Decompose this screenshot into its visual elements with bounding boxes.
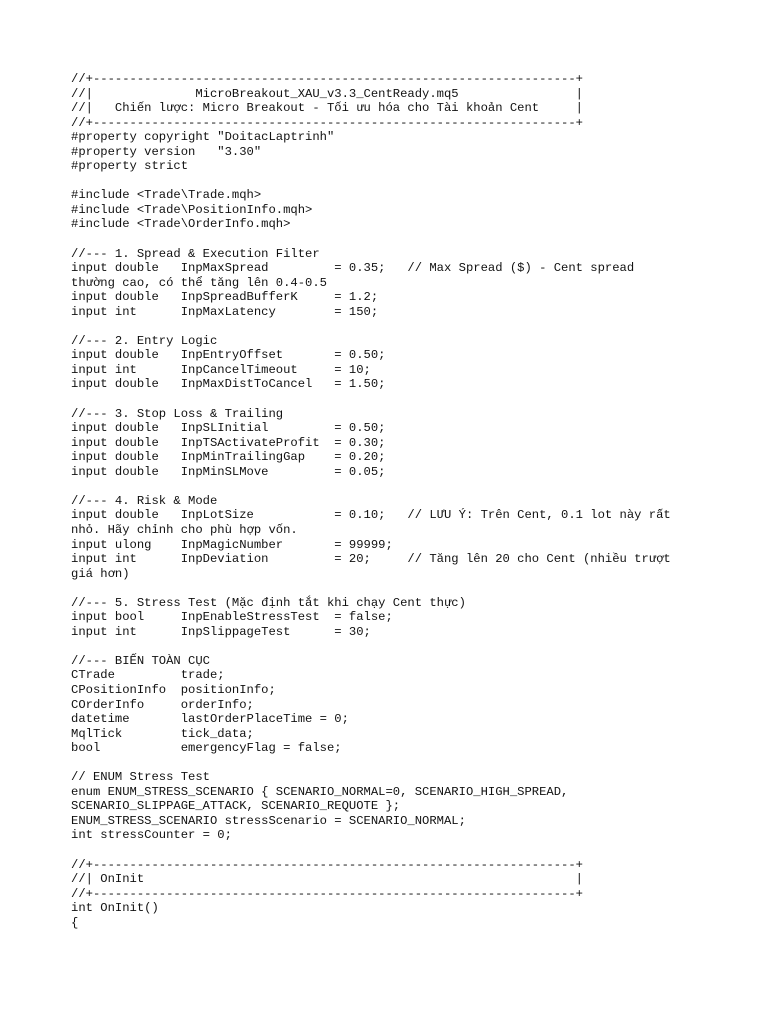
code-line: #property copyright "DoitacLaptrinh" [71,130,335,145]
code-line: input double InpSLInitial = 0.50; [71,421,386,436]
code-line: input double InpMaxDistToCancel = 1.50; [71,377,386,392]
code-line: nhỏ. Hãy chỉnh cho phù hợp vốn. [71,522,298,537]
code-line: COrderInfo orderInfo; [71,697,254,712]
code-line: thường cao, có thể tăng lên 0.4-0.5 [71,275,327,290]
blank-line [71,756,671,771]
code-line: giá hơn) [71,566,130,581]
code-line: input bool InpEnableStressTest = false; [71,610,393,625]
code-line: //+------------------------------------------------------------------+ [71,857,583,872]
code-line: input int InpSlippageTest = 30; [71,624,371,639]
code-line: //--- 3. Stop Loss & Trailing [71,406,284,421]
blank-line [71,639,671,654]
code-line: //+------------------------------------------------------------------+ [71,72,583,86]
code-line: input double InpLotSize = 0.10; // LƯU Ý: Trên Cent, 0.1 lot này rất [71,508,671,523]
blank-line [71,843,671,858]
code-line: int stressCounter = 0; [71,828,232,843]
code-line: #include <Trade\PositionInfo.mqh> [71,202,313,217]
code-line: SCENARIO_SLIPPAGE_ATTACK, SCENARIO_REQUOTE }; [71,799,401,814]
code-line: enum ENUM_STRESS_SCENARIO { SCENARIO_NORMAL=0, SCENARIO_HIGH_SPREAD, [71,784,569,799]
code-line: //| Chiến lược: Micro Breakout - Tối ưu hóa cho Tài khoản Cent | [71,101,583,116]
code-line: //--- BIẾN TOÀN CỤC [71,653,210,668]
code-line: { [71,915,79,930]
code-line: #property strict [71,159,189,174]
blank-line [71,174,671,189]
code-line: //--- 4. Risk & Mode [71,493,218,508]
code-line: input int InpMaxLatency = 150; [71,304,379,319]
code-line: datetime lastOrderPlaceTime = 0; [71,712,349,727]
code-line: bool emergencyFlag = false; [71,741,342,756]
source-code-listing [71,72,671,930]
code-line: #property version "3.30" [71,144,262,159]
code-line: // ENUM Stress Test [71,770,210,785]
code-line: //--- 1. Spread & Execution Filter [71,246,320,261]
code-line: input double InpTSActivateProfit = 0.30; [71,435,386,450]
code-line: input double InpSpreadBufferK = 1.2; [71,290,379,305]
code-line: input int InpCancelTimeout = 10; [71,362,371,377]
code-line: CTrade trade; [71,668,225,683]
code-line: //+------------------------------------------------------------------+ [71,886,583,901]
code-line: input double InpEntryOffset = 0.50; [71,348,386,363]
code-line: input double InpMaxSpread = 0.35; // Max Spread ($) - Cent spread [71,261,635,276]
code-line: input double InpMinSLMove = 0.05; [71,464,386,479]
code-line: MqlTick tick_data; [71,726,254,741]
blank-line [71,392,671,407]
code-line: #include <Trade\Trade.mqh> [71,188,262,203]
code-line: CPositionInfo positionInfo; [71,682,276,697]
code-line: //--- 2. Entry Logic [71,333,218,348]
code-line: //--- 5. Stress Test (Mặc định tắt khi chạy Cent thực) [71,595,466,610]
code-line: ENUM_STRESS_SCENARIO stressScenario = SCENARIO_NORMAL; [71,813,466,828]
blank-line [71,479,671,494]
code-line: input int InpDeviation = 20; // Tăng lên 20 cho Cent (nhiều trượt [71,552,671,567]
blank-line [71,319,671,334]
code-line: //| OnInit | [71,872,583,887]
blank-line [71,232,671,247]
blank-line [71,581,671,596]
code-line: int OnInit() [71,901,159,916]
code-line: #include <Trade\OrderInfo.mqh> [71,217,291,232]
code-line: //| MicroBreakout_XAU_v3.3_CentReady.mq5 | [71,86,583,101]
code-line: //+------------------------------------------------------------------+ [71,115,583,130]
code-line: input double InpMinTrailingGap = 0.20; [71,450,386,465]
code-line: input ulong InpMagicNumber = 99999; [71,537,393,552]
